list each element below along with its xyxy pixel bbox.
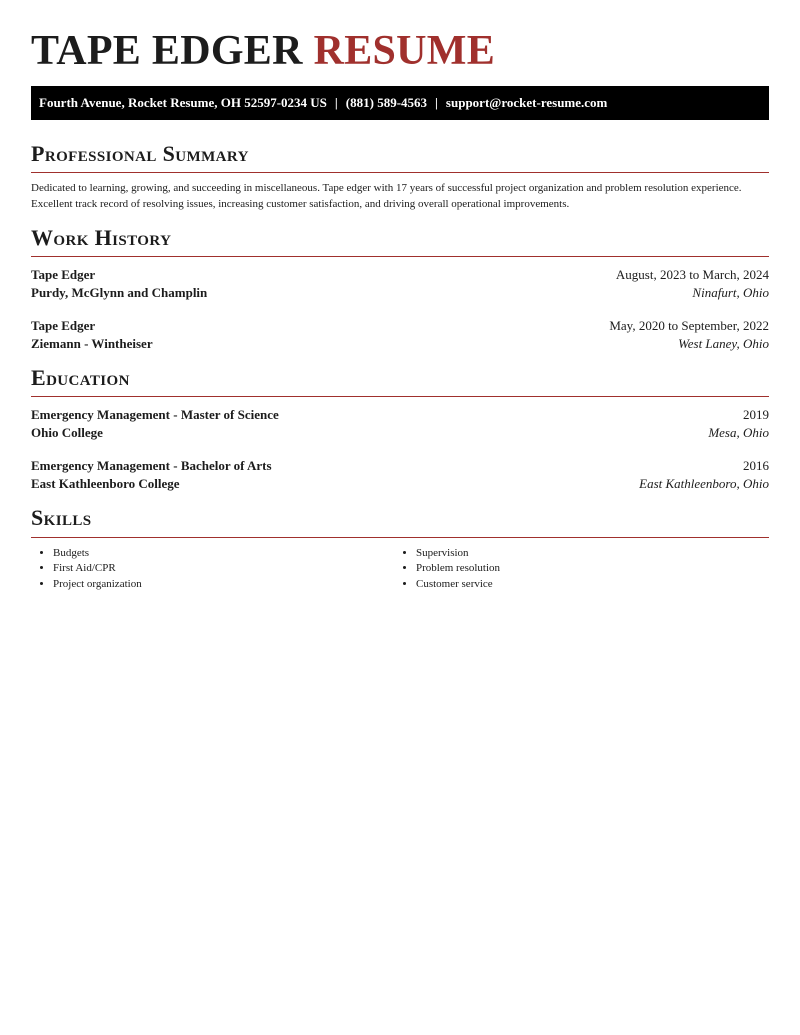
contact-address: Fourth Avenue, Rocket Resume, OH 52597-0234 US	[39, 95, 327, 110]
contact-phone: (881) 589-4563	[345, 95, 428, 110]
work-history-heading: Work History	[31, 225, 172, 250]
work-entry	[31, 266, 769, 301]
graduation-year: 2016	[743, 458, 769, 473]
contact-email: support@rocket-resume.com	[445, 95, 608, 110]
education-entry	[31, 406, 769, 441]
education-entry	[31, 457, 769, 492]
section-divider	[31, 256, 769, 257]
section-divider	[31, 396, 769, 397]
job-company: Ziemann - Wintheiser	[31, 336, 153, 351]
school-name: East Kathleenboro College	[31, 476, 180, 491]
summary-text: Dedicated to learning, growing, and succeeding in miscellaneous. Tape edger with 17 years of successful project organization and problem resolution experience. Excellent track record of resolving issues, increasing customer satisfaction, and driving overall operational improvements.	[31, 182, 742, 210]
skill-item: • Supervision	[416, 546, 500, 561]
skill-item: • Problem resolution	[416, 561, 500, 576]
job-dates: August, 2023 to March, 2024	[615, 267, 769, 282]
contact-separator: |	[435, 95, 438, 110]
job-title: Tape Edger	[31, 318, 96, 333]
skill-item: • Project organization	[53, 577, 142, 592]
skill-item: • Customer service	[416, 577, 500, 592]
job-location: West Laney, Ohio	[678, 336, 769, 351]
title-accent: RESUME	[313, 28, 496, 74]
candidate-name: TAPE EDGER	[31, 28, 303, 74]
job-dates: May, 2020 to September, 2022	[609, 318, 769, 333]
skill-item: • First Aid/CPR	[53, 561, 142, 576]
school-location: East Kathleenboro, Ohio	[639, 476, 769, 491]
summary-heading: Professional Summary	[31, 141, 249, 166]
graduation-year: 2019	[743, 407, 769, 422]
skills-column	[31, 546, 142, 592]
job-location: Ninafurt, Ohio	[692, 285, 769, 300]
degree: Emergency Management - Bachelor of Arts	[31, 458, 272, 473]
contact-separator: |	[334, 95, 338, 110]
degree: Emergency Management - Master of Science	[31, 407, 279, 422]
education-heading: Education	[31, 365, 130, 390]
skill-item: • Budgets	[53, 546, 142, 561]
contact-bar	[31, 86, 769, 120]
job-title: Tape Edger	[31, 267, 96, 282]
skills-column	[394, 546, 500, 592]
job-company: Purdy, McGlynn and Champlin	[31, 285, 208, 300]
skills-heading: Skills	[31, 505, 92, 530]
section-divider	[31, 537, 769, 538]
school-location: Mesa, Ohio	[708, 425, 769, 440]
resume-title	[31, 26, 495, 76]
school-name: Ohio College	[31, 425, 103, 440]
section-divider	[31, 172, 769, 173]
work-entry	[31, 317, 769, 352]
